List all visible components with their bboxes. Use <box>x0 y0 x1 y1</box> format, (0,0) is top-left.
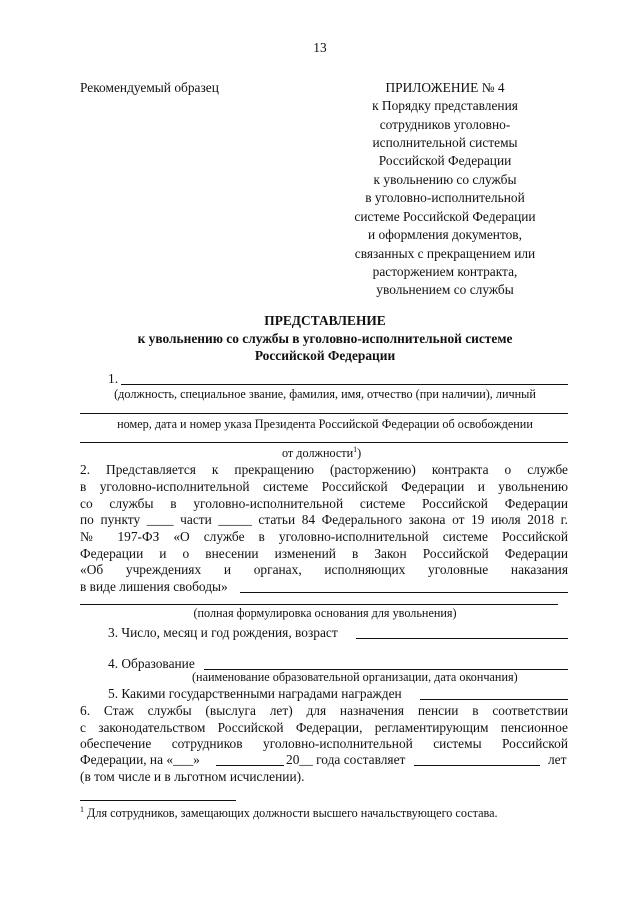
item1-hint-1: (должность, специальное звание, фамилия, имя, отчество (при наличии), личный <box>114 387 536 401</box>
appendix-line: расторжением контракта, <box>372 264 518 279</box>
item6-line: обеспечение сотрудников уголовно-исполнительной системы Российской <box>80 736 568 751</box>
appendix-line: и оформления документов, <box>368 227 522 242</box>
page-number: 13 <box>313 40 327 55</box>
item2-hint: (полная формулировка основания для увольнения) <box>193 606 457 620</box>
item2-line: № 197-ФЗ «О службе в уголовно-исполнительной системе Российской <box>80 529 568 544</box>
item6-year-prefix: 20__ года составляет <box>286 752 406 767</box>
item2-last-line: в виде лишения свободы» <box>80 579 228 594</box>
appendix-line: исполнительной системы <box>372 135 518 150</box>
item1-number: 1. <box>108 371 119 386</box>
item5-label: 5. Какими государственными наградами награжден <box>108 686 402 701</box>
item2-line: со службы в уголовно-исполнительной системе Российской Федерации <box>80 496 568 511</box>
footnote-text: Для сотрудников, замещающих должности высшего начальствующего состава. <box>87 806 498 821</box>
footnote-mark: 1 <box>80 805 84 814</box>
appendix-line: в уголовно-исполнительной <box>365 190 525 205</box>
item2-line: Федерации и о внесении изменений в Закон Российской Федерации <box>80 546 568 561</box>
item2-line: «Об учреждениях и органах, исполняющих уголовные наказания <box>80 562 568 577</box>
appendix-line: увольнением со службы <box>376 282 514 297</box>
appendix-title: ПРИЛОЖЕНИЕ № 4 <box>385 80 505 95</box>
item1-blank-line-1 <box>121 384 568 385</box>
item1-hint-3 <box>282 445 361 461</box>
item3-blank-line <box>356 638 568 639</box>
item1-blank-line-2 <box>80 413 568 414</box>
item2-line: по пункту ____ части _____ статьи 84 Федерального закона от 19 июля 2018 г. <box>80 512 568 527</box>
item6-line: с законодательством Российской Федерации, регламентирующим пенсионное <box>80 720 568 735</box>
item2-blank-line-1 <box>240 592 568 593</box>
item1-blank-line-3 <box>80 442 568 443</box>
item2-blank-line-2 <box>80 604 558 605</box>
item6-years-blank <box>414 765 540 766</box>
doc-subtitle-2: Российской Федерации <box>254 348 396 363</box>
doc-title: ПРЕДСТАВЛЕНИЕ <box>264 313 386 328</box>
appendix-line: системе Российской Федерации <box>354 209 536 224</box>
appendix-line: к Порядку представления <box>372 98 518 113</box>
item6-month-blank <box>216 765 284 766</box>
footnote <box>80 805 498 821</box>
item5-blank-line <box>420 699 568 700</box>
sample-label: Рекомендуемый образец <box>80 80 219 95</box>
item4-hint: (наименование образовательной организации, дата окончания) <box>192 670 518 684</box>
item3-label: 3. Число, месяц и год рождения, возраст <box>108 625 338 640</box>
item2-line: 2. Представляется к прекращению (расторжению) контракта о службе <box>80 462 568 477</box>
appendix-line: сотрудников уголовно- <box>379 117 511 132</box>
item1-hint-2: номер, дата и номер указа Президента Российской Федерации об освобождении <box>117 417 533 431</box>
item6-last-line: (в том числе и в льготном исчислении). <box>80 769 305 784</box>
item1-hint-3-text: от должности <box>282 446 354 461</box>
item4-label: 4. Образование <box>108 656 195 671</box>
item2-line: в уголовно-исполнительной системе Российской Федерации и увольнению <box>80 479 568 494</box>
footnote-ref: 1 <box>353 445 358 454</box>
doc-subtitle: к увольнению со службы в уголовно-исполнительной системе <box>137 331 513 346</box>
footnote-separator <box>80 800 236 801</box>
appendix-line: Российской Федерации <box>378 153 512 168</box>
item6-line: 6. Стаж службы (выслуга лет) для назначения пенсии в соответствии <box>80 703 568 718</box>
item6-date-prefix: Федерации, на «___» <box>80 752 200 767</box>
item1-hint-3-tail: ) <box>357 446 362 461</box>
appendix-line: к увольнению со службы <box>373 172 517 187</box>
appendix-line: связанных с прекращением или <box>354 246 536 261</box>
item6-years-suffix: лет <box>548 752 567 767</box>
